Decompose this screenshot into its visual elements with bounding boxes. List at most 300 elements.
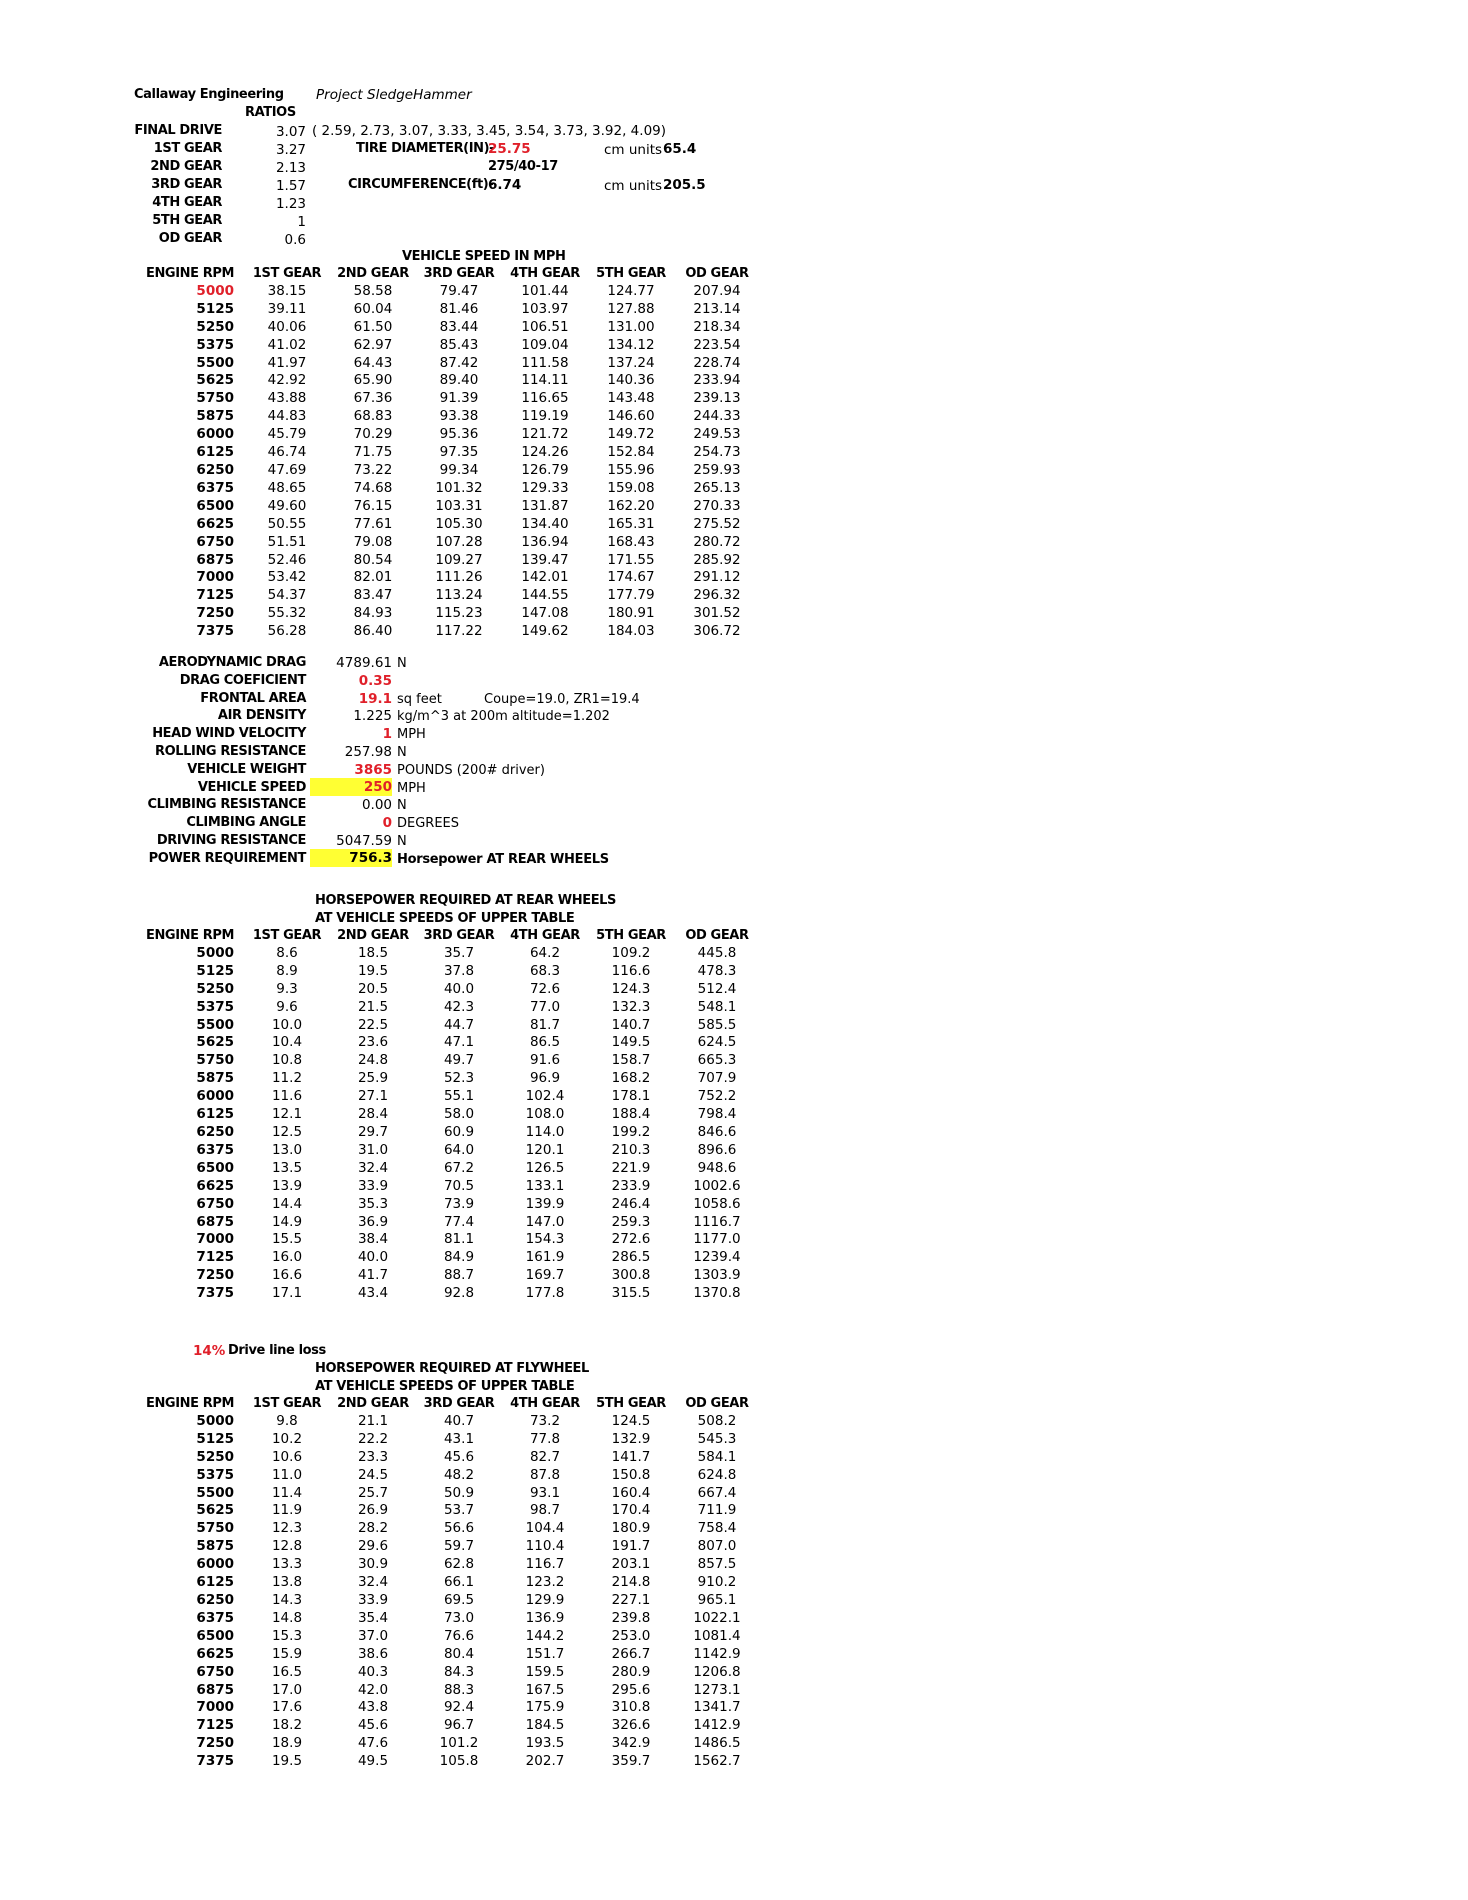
value-cell: 129.9 xyxy=(525,1591,565,1608)
rpm-cell: 6875 xyxy=(196,1681,234,1698)
value-cell: 77.4 xyxy=(443,1213,475,1230)
value-cell: 80.54 xyxy=(353,551,393,568)
gear-ratio-value: 1.23 xyxy=(275,196,306,212)
speed-table-title: VEHICLE SPEED IN MPH xyxy=(402,249,566,264)
value-cell: 37.8 xyxy=(443,962,475,979)
value-cell: 47.1 xyxy=(443,1034,475,1051)
value-cell: 53.7 xyxy=(443,1502,475,1519)
value-cell: 91.39 xyxy=(439,390,479,407)
table-row xyxy=(138,1142,760,1160)
rpm-cell: 6500 xyxy=(196,497,234,514)
value-cell: 177.79 xyxy=(607,587,655,604)
value-cell: 1142.9 xyxy=(693,1645,741,1662)
value-cell: 136.94 xyxy=(521,533,569,550)
value-cell: 359.7 xyxy=(611,1753,651,1770)
value-cell: 199.2 xyxy=(611,1123,651,1140)
table-row xyxy=(138,534,760,552)
value-cell: 12.8 xyxy=(271,1538,303,1555)
resistance-unit: N xyxy=(397,745,407,760)
value-cell: 13.0 xyxy=(271,1141,303,1158)
resistance-label: AIR DENSITY xyxy=(217,708,306,724)
value-cell: 109.27 xyxy=(435,551,483,568)
value-cell: 213.14 xyxy=(693,300,741,317)
value-cell: 92.8 xyxy=(443,1285,475,1302)
table-row xyxy=(138,1485,760,1503)
value-cell: 121.72 xyxy=(521,426,569,443)
rpm-cell: 5500 xyxy=(196,1484,234,1501)
value-cell: 56.6 xyxy=(443,1520,475,1537)
value-cell: 107.28 xyxy=(435,533,483,550)
table-row xyxy=(138,480,760,498)
value-cell: 124.3 xyxy=(611,980,651,997)
resistance-label: VEHICLE SPEED xyxy=(197,779,306,795)
column-header: 1ST GEAR xyxy=(252,266,322,281)
value-cell: 126.5 xyxy=(525,1159,565,1176)
resistance-unit: MPH xyxy=(397,780,426,796)
column-header: 5TH GEAR xyxy=(596,1396,666,1411)
table-row xyxy=(138,1449,760,1467)
resistance-value: 0 xyxy=(382,815,392,832)
cm-units-label-1: cm units xyxy=(604,142,663,158)
value-cell: 117.22 xyxy=(435,623,483,640)
table-row xyxy=(138,516,760,534)
table-row xyxy=(138,1699,760,1717)
value-cell: 88.3 xyxy=(443,1681,475,1698)
company-name: Callaway Engineering xyxy=(134,87,284,102)
value-cell: 29.7 xyxy=(357,1123,389,1140)
rpm-cell: 6250 xyxy=(196,461,234,478)
value-cell: 249.53 xyxy=(693,426,741,443)
value-cell: 207.94 xyxy=(693,282,741,299)
column-header: OD GEAR xyxy=(685,1396,749,1411)
value-cell: 89.40 xyxy=(439,372,479,389)
table-row xyxy=(138,1502,760,1520)
value-cell: 80.4 xyxy=(443,1645,475,1662)
value-cell: 585.5 xyxy=(697,1016,737,1033)
value-cell: 169.7 xyxy=(525,1267,565,1284)
value-cell: 13.9 xyxy=(271,1177,303,1194)
value-cell: 155.96 xyxy=(607,461,655,478)
value-cell: 77.61 xyxy=(353,515,393,532)
table-row xyxy=(138,301,760,319)
value-cell: 1486.5 xyxy=(693,1735,741,1752)
table-row xyxy=(138,623,760,641)
value-cell: 91.6 xyxy=(529,1052,561,1069)
value-cell: 96.9 xyxy=(529,1070,561,1087)
value-cell: 119.19 xyxy=(521,408,569,425)
value-cell: 301.52 xyxy=(693,605,741,622)
gear-ratio-value: 1.57 xyxy=(275,178,306,194)
rpm-cell: 7000 xyxy=(196,569,234,586)
value-cell: 68.83 xyxy=(353,408,393,425)
value-cell: 203.1 xyxy=(611,1556,651,1573)
rpm-cell: 6875 xyxy=(196,1213,234,1230)
table-row xyxy=(138,1610,760,1628)
value-cell: 42.3 xyxy=(443,998,475,1015)
value-cell: 193.5 xyxy=(525,1735,565,1752)
table-row xyxy=(138,1196,760,1214)
hp-flywheel-table xyxy=(138,1395,760,1771)
resistance-value: 756.3 xyxy=(310,849,392,867)
value-cell: 177.8 xyxy=(525,1285,565,1302)
value-cell: 61.50 xyxy=(353,318,393,335)
resistance-value: 0.00 xyxy=(361,797,392,814)
value-cell: 17.6 xyxy=(271,1699,303,1716)
value-cell: 84.3 xyxy=(443,1663,475,1680)
value-cell: 910.2 xyxy=(697,1574,737,1591)
value-cell: 49.60 xyxy=(267,497,307,514)
value-cell: 15.3 xyxy=(271,1627,303,1644)
value-cell: 70.5 xyxy=(443,1177,475,1194)
rpm-cell: 5500 xyxy=(196,1016,234,1033)
value-cell: 19.5 xyxy=(271,1753,303,1770)
rpm-cell: 7250 xyxy=(196,1735,234,1752)
table-row xyxy=(138,1574,760,1592)
value-cell: 124.77 xyxy=(607,282,655,299)
value-cell: 12.1 xyxy=(271,1106,303,1123)
column-header: 2ND GEAR xyxy=(337,928,409,943)
value-cell: 146.60 xyxy=(607,408,655,425)
rpm-cell: 5375 xyxy=(196,998,234,1015)
value-cell: 64.0 xyxy=(443,1141,475,1158)
value-cell: 508.2 xyxy=(697,1412,737,1429)
value-cell: 114.11 xyxy=(521,372,569,389)
table-row xyxy=(138,444,760,462)
value-cell: 1370.8 xyxy=(693,1285,741,1302)
gear-label: 4TH GEAR xyxy=(152,195,222,210)
resistance-label: DRAG COEFICIENT xyxy=(179,672,306,688)
rpm-cell: 5625 xyxy=(196,1502,234,1519)
value-cell: 1562.7 xyxy=(693,1753,741,1770)
value-cell: 35.3 xyxy=(357,1195,389,1212)
value-cell: 8.9 xyxy=(276,962,298,979)
table-row xyxy=(138,1413,760,1431)
value-cell: 79.08 xyxy=(353,533,393,550)
value-cell: 71.75 xyxy=(353,444,393,461)
value-cell: 11.4 xyxy=(271,1484,303,1501)
value-cell: 56.28 xyxy=(267,623,307,640)
value-cell: 1177.0 xyxy=(693,1231,741,1248)
value-cell: 79.47 xyxy=(439,282,479,299)
rpm-cell: 6125 xyxy=(196,444,234,461)
resistance-label: CLIMBING RESISTANCE xyxy=(147,797,306,813)
value-cell: 49.5 xyxy=(357,1753,389,1770)
rpm-cell: 6000 xyxy=(196,1556,234,1573)
value-cell: 711.9 xyxy=(697,1502,737,1519)
value-cell: 1206.8 xyxy=(693,1663,741,1680)
value-cell: 76.15 xyxy=(353,497,393,514)
value-cell: 254.73 xyxy=(693,444,741,461)
value-cell: 1341.7 xyxy=(693,1699,741,1716)
value-cell: 270.33 xyxy=(693,497,741,514)
value-cell: 83.47 xyxy=(353,587,393,604)
value-cell: 26.9 xyxy=(357,1502,389,1519)
value-cell: 17.1 xyxy=(271,1285,303,1302)
resistance-value: 250 xyxy=(310,778,392,796)
circumference-value: 6.74 xyxy=(488,177,522,193)
table-row xyxy=(138,981,760,999)
value-cell: 29.6 xyxy=(357,1538,389,1555)
value-cell: 144.2 xyxy=(525,1627,565,1644)
value-cell: 142.01 xyxy=(521,569,569,586)
value-cell: 73.2 xyxy=(529,1412,561,1429)
value-cell: 31.0 xyxy=(357,1141,389,1158)
value-cell: 81.46 xyxy=(439,300,479,317)
value-cell: 43.1 xyxy=(443,1430,475,1447)
value-cell: 159.5 xyxy=(525,1663,565,1680)
value-cell: 24.8 xyxy=(357,1052,389,1069)
value-cell: 170.4 xyxy=(611,1502,651,1519)
value-cell: 86.40 xyxy=(353,623,393,640)
value-cell: 41.02 xyxy=(267,336,307,353)
hp-rear-wheels-table xyxy=(138,927,760,1303)
value-cell: 82.01 xyxy=(353,569,393,586)
rpm-cell: 6750 xyxy=(196,1195,234,1212)
gear-ratio-value: 3.27 xyxy=(275,142,306,158)
project-name: Project SledgeHammer xyxy=(316,87,472,103)
value-cell: 1116.7 xyxy=(693,1213,741,1230)
value-cell: 110.4 xyxy=(525,1538,565,1555)
value-cell: 96.7 xyxy=(443,1717,475,1734)
value-cell: 103.97 xyxy=(521,300,569,317)
value-cell: 665.3 xyxy=(697,1052,737,1069)
rpm-cell: 6625 xyxy=(196,515,234,532)
value-cell: 548.1 xyxy=(697,998,737,1015)
rpm-cell: 6000 xyxy=(196,426,234,443)
value-cell: 43.88 xyxy=(267,390,307,407)
value-cell: 158.7 xyxy=(611,1052,651,1069)
value-cell: 18.5 xyxy=(357,944,389,961)
column-header: 1ST GEAR xyxy=(252,928,322,943)
value-cell: 137.24 xyxy=(607,354,655,371)
table-row xyxy=(138,1682,760,1700)
value-cell: 1081.4 xyxy=(693,1627,741,1644)
rpm-cell: 5375 xyxy=(196,1466,234,1483)
value-cell: 149.72 xyxy=(607,426,655,443)
rpm-cell: 5875 xyxy=(196,1070,234,1087)
resistance-value: 19.1 xyxy=(358,690,392,707)
value-cell: 22.5 xyxy=(357,1016,389,1033)
value-cell: 15.5 xyxy=(271,1231,303,1248)
value-cell: 19.5 xyxy=(357,962,389,979)
column-header: OD GEAR xyxy=(685,266,749,281)
value-cell: 88.7 xyxy=(443,1267,475,1284)
driveline-loss-value: 14% xyxy=(193,1343,226,1359)
value-cell: 116.65 xyxy=(521,390,569,407)
table-row xyxy=(138,1249,760,1267)
value-cell: 228.74 xyxy=(693,354,741,371)
rpm-cell: 6000 xyxy=(196,1088,234,1105)
rpm-cell: 6500 xyxy=(196,1627,234,1644)
value-cell: 32.4 xyxy=(357,1159,389,1176)
value-cell: 154.3 xyxy=(525,1231,565,1248)
rpm-cell: 6250 xyxy=(196,1591,234,1608)
resistance-value: 1.225 xyxy=(353,708,392,725)
table-row xyxy=(138,337,760,355)
value-cell: 624.8 xyxy=(697,1466,737,1483)
value-cell: 162.20 xyxy=(607,497,655,514)
table-row xyxy=(138,1431,760,1449)
value-cell: 9.3 xyxy=(276,980,298,997)
rpm-cell: 6625 xyxy=(196,1177,234,1194)
value-cell: 64.43 xyxy=(353,354,393,371)
value-cell: 85.43 xyxy=(439,336,479,353)
rpm-cell: 6125 xyxy=(196,1106,234,1123)
rpm-cell: 5750 xyxy=(196,1520,234,1537)
resistance-label: DRIVING RESISTANCE xyxy=(156,833,306,848)
value-cell: 9.6 xyxy=(276,998,298,1015)
value-cell: 116.6 xyxy=(611,962,651,979)
value-cell: 165.31 xyxy=(607,515,655,532)
rpm-cell: 6500 xyxy=(196,1159,234,1176)
value-cell: 315.5 xyxy=(611,1285,651,1302)
value-cell: 134.40 xyxy=(521,515,569,532)
value-cell: 45.6 xyxy=(443,1448,475,1465)
table-row xyxy=(138,1538,760,1556)
value-cell: 272.6 xyxy=(611,1231,651,1248)
table-row xyxy=(138,1628,760,1646)
value-cell: 40.06 xyxy=(267,318,307,335)
resistance-unit: kg/m^3 at 200m altitude=1.202 xyxy=(397,709,610,725)
value-cell: 93.1 xyxy=(529,1484,561,1501)
value-cell: 239.8 xyxy=(611,1609,651,1626)
gear-ratio-value: 0.6 xyxy=(284,232,306,248)
value-cell: 150.8 xyxy=(611,1466,651,1483)
value-cell: 69.5 xyxy=(443,1591,475,1608)
vehicle-speed-table xyxy=(138,265,760,641)
value-cell: 129.33 xyxy=(521,479,569,496)
value-cell: 175.9 xyxy=(525,1699,565,1716)
table-row xyxy=(138,1034,760,1052)
value-cell: 111.26 xyxy=(435,569,483,586)
value-cell: 47.6 xyxy=(357,1735,389,1752)
value-cell: 265.13 xyxy=(693,479,741,496)
table-row xyxy=(138,390,760,408)
value-cell: 10.8 xyxy=(271,1052,303,1069)
value-cell: 16.6 xyxy=(271,1267,303,1284)
resistance-label: FRONTAL AREA xyxy=(200,690,306,706)
value-cell: 141.7 xyxy=(611,1448,651,1465)
value-cell: 115.23 xyxy=(435,605,483,622)
value-cell: 132.9 xyxy=(611,1430,651,1447)
resistance-value: 5047.59 xyxy=(336,833,392,849)
value-cell: 25.7 xyxy=(357,1484,389,1501)
value-cell: 113.24 xyxy=(435,587,483,604)
value-cell: 326.6 xyxy=(611,1717,651,1734)
gear-ratio-value: 3.07 xyxy=(275,124,306,140)
value-cell: 17.0 xyxy=(271,1681,303,1698)
column-header: 5TH GEAR xyxy=(596,928,666,943)
value-cell: 174.67 xyxy=(607,569,655,586)
value-cell: 807.0 xyxy=(697,1538,737,1555)
value-cell: 41.97 xyxy=(267,354,307,371)
table-row xyxy=(138,1285,760,1303)
value-cell: 95.36 xyxy=(439,426,479,443)
value-cell: 233.94 xyxy=(693,372,741,389)
table-row xyxy=(138,945,760,963)
value-cell: 84.9 xyxy=(443,1249,475,1266)
resistance-note: Coupe=19.0, ZR1=19.4 xyxy=(484,691,640,707)
rpm-cell: 6875 xyxy=(196,551,234,568)
value-cell: 73.9 xyxy=(443,1195,475,1212)
value-cell: 188.4 xyxy=(611,1106,651,1123)
value-cell: 123.2 xyxy=(525,1574,565,1591)
value-cell: 244.33 xyxy=(693,408,741,425)
value-cell: 67.2 xyxy=(443,1159,475,1176)
value-cell: 55.32 xyxy=(267,605,307,622)
value-cell: 81.7 xyxy=(529,1016,561,1033)
value-cell: 40.0 xyxy=(357,1249,389,1266)
column-header: ENGINE RPM xyxy=(145,928,234,943)
value-cell: 28.2 xyxy=(357,1520,389,1537)
gear-label: 3RD GEAR xyxy=(151,177,222,192)
value-cell: 40.0 xyxy=(443,980,475,997)
value-cell: 184.03 xyxy=(607,623,655,640)
value-cell: 23.6 xyxy=(357,1034,389,1051)
value-cell: 60.9 xyxy=(443,1123,475,1140)
value-cell: 76.6 xyxy=(443,1627,475,1644)
value-cell: 512.4 xyxy=(697,980,737,997)
column-header: 2ND GEAR xyxy=(337,266,409,281)
tire-diameter-label: TIRE DIAMETER(IN)- xyxy=(356,141,495,156)
rpm-cell: 5750 xyxy=(196,390,234,407)
circumference-label: CIRCUMFERENCE(ft)- xyxy=(348,177,494,192)
value-cell: 144.55 xyxy=(521,587,569,604)
value-cell: 14.3 xyxy=(271,1591,303,1608)
value-cell: 310.8 xyxy=(611,1699,651,1716)
table-row xyxy=(138,587,760,605)
value-cell: 120.1 xyxy=(525,1141,565,1158)
value-cell: 102.4 xyxy=(525,1088,565,1105)
rpm-cell: 6375 xyxy=(196,479,234,496)
value-cell: 83.44 xyxy=(439,318,479,335)
value-cell: 64.2 xyxy=(529,944,561,961)
value-cell: 24.5 xyxy=(357,1466,389,1483)
value-cell: 149.62 xyxy=(521,623,569,640)
gear-ratio-value: 1 xyxy=(297,214,306,230)
value-cell: 180.9 xyxy=(611,1520,651,1537)
value-cell: 223.54 xyxy=(693,336,741,353)
value-cell: 1273.1 xyxy=(693,1681,741,1698)
rpm-cell: 6250 xyxy=(196,1123,234,1140)
value-cell: 103.31 xyxy=(435,497,483,514)
value-cell: 152.84 xyxy=(607,444,655,461)
table-row xyxy=(138,1664,760,1682)
value-cell: 140.7 xyxy=(611,1016,651,1033)
table-row xyxy=(138,1178,760,1196)
table-row xyxy=(138,1753,760,1771)
value-cell: 296.32 xyxy=(693,587,741,604)
value-cell: 93.38 xyxy=(439,408,479,425)
value-cell: 40.7 xyxy=(443,1412,475,1429)
value-cell: 151.7 xyxy=(525,1645,565,1662)
table-row xyxy=(138,1160,760,1178)
value-cell: 752.2 xyxy=(697,1088,737,1105)
value-cell: 133.1 xyxy=(525,1177,565,1194)
value-cell: 14.8 xyxy=(271,1609,303,1626)
column-header: 2ND GEAR xyxy=(337,1396,409,1411)
column-header: 3RD GEAR xyxy=(423,266,495,281)
resistance-unit: DEGREES xyxy=(397,816,460,832)
cm-diameter-value: 65.4 xyxy=(663,141,697,157)
value-cell: 44.7 xyxy=(443,1016,475,1033)
value-cell: 53.42 xyxy=(267,569,307,586)
rpm-cell: 7000 xyxy=(196,1699,234,1716)
rpm-cell: 7250 xyxy=(196,605,234,622)
value-cell: 18.2 xyxy=(271,1717,303,1734)
value-cell: 16.5 xyxy=(271,1663,303,1680)
rpm-cell: 5250 xyxy=(196,318,234,335)
